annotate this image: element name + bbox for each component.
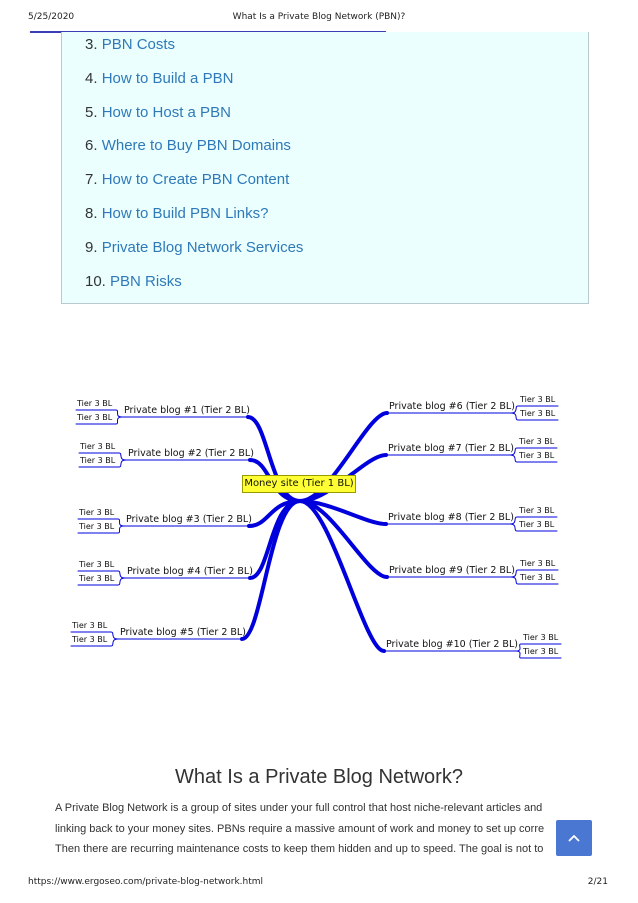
tier3-label: Tier 3 BL (519, 437, 555, 446)
toc-item (85, 239, 303, 273)
section-heading: What Is a Private Blog Network? (175, 766, 463, 788)
tier3-label: Tier 3 BL (520, 573, 556, 582)
toc-link-services[interactable]: Private Blog Network Services (101, 238, 304, 256)
private-blog-label: Private blog #10 (Tier 2 BL) (386, 639, 518, 650)
toc-item (85, 104, 303, 138)
toc-number: 6. (85, 137, 98, 155)
toc-item (85, 137, 303, 171)
private-blog-label: Private blog #8 (Tier 2 BL) (388, 512, 514, 523)
toc-link-build-links[interactable]: How to Build PBN Links? (101, 204, 269, 222)
private-blog-label: Private blog #3 (Tier 2 BL) (126, 514, 252, 525)
toc-item (85, 273, 303, 307)
toc-item (85, 205, 303, 239)
private-blog-label: Private blog #6 (Tier 2 BL) (389, 401, 515, 412)
toc-link-create-content[interactable]: How to Create PBN Content (101, 171, 290, 189)
tier3-label: Tier 3 BL (72, 635, 108, 644)
tier3-label: Tier 3 BL (80, 442, 116, 451)
print-footer (0, 877, 638, 891)
toc-number: 3. (85, 36, 98, 53)
tier3-label: Tier 3 BL (519, 451, 555, 460)
toc-number: 9. (85, 238, 98, 256)
page-url: https://www.ergoseo.com/private-blog-network.html (28, 877, 264, 887)
tier3-label: Tier 3 BL (79, 522, 115, 531)
toc-number: 4. (85, 69, 98, 87)
tier3-label: Tier 3 BL (79, 560, 115, 569)
toc-link-pbn-costs[interactable]: PBN Costs (101, 36, 176, 53)
toc-link-risks[interactable]: PBN Risks (110, 272, 182, 290)
tier3-label: Tier 3 BL (523, 633, 559, 642)
private-blog-label: Private blog #4 (Tier 2 BL) (127, 566, 253, 577)
tier3-label: Tier 3 BL (520, 409, 556, 418)
toc-link-buy-domains[interactable]: Where to Buy PBN Domains (101, 137, 291, 155)
tier3-label: Tier 3 BL (519, 520, 555, 529)
tier3-label: Tier 3 BL (519, 506, 555, 515)
paragraph-line: linking back to your money sites. PBNs require a massive amount of work and money to set up corre (55, 822, 545, 835)
paragraph-line: A Private Blog Network is a group of sites under your full control that host niche-relevant articles and (55, 802, 543, 814)
print-title: What Is a Private Blog Network (PBN)? (232, 12, 406, 22)
branch-line (300, 501, 384, 651)
toc-item (85, 36, 303, 70)
private-blog-label: Private blog #2 (Tier 2 BL) (128, 448, 254, 459)
toc-item (85, 171, 303, 205)
toc-number: 8. (85, 204, 98, 222)
toc-number: 10. (85, 272, 106, 290)
tier3-label: Tier 3 BL (520, 559, 556, 568)
money-site-node: Money site (Tier 1 BL) (242, 475, 356, 493)
tier3-label: Tier 3 BL (523, 647, 559, 656)
print-header (0, 12, 638, 26)
toc-item (85, 70, 303, 104)
private-blog-label: Private blog #1 (Tier 2 BL) (124, 405, 250, 416)
toc-list (85, 36, 303, 306)
tier3-label: Tier 3 BL (79, 508, 115, 517)
toc-link-build-pbn[interactable]: How to Build a PBN (101, 69, 234, 87)
tier3-label: Tier 3 BL (77, 413, 113, 422)
tier3-label: Tier 3 BL (520, 395, 556, 404)
print-date: 5/25/2020 (28, 12, 75, 22)
page-number: 2/21 (587, 877, 608, 887)
tier3-label: Tier 3 BL (80, 456, 116, 465)
tier3-label: Tier 3 BL (77, 399, 113, 408)
paragraph-line: Then there are recurring maintenance costs to keep them hidden and up to speed. The goal is not to (55, 843, 544, 855)
chevron-up-icon (568, 829, 580, 847)
toc-link-host-pbn[interactable]: How to Host a PBN (101, 103, 231, 121)
pbn-mind-map (0, 380, 638, 670)
private-blog-label: Private blog #5 (Tier 2 BL) (120, 627, 246, 638)
tier3-label: Tier 3 BL (79, 574, 115, 583)
table-of-contents (61, 32, 589, 304)
toc-number: 7. (85, 171, 98, 189)
article-paragraph (55, 798, 565, 860)
tier3-label: Tier 3 BL (72, 621, 108, 630)
toc-number: 5. (85, 103, 98, 121)
private-blog-label: Private blog #9 (Tier 2 BL) (389, 565, 515, 576)
private-blog-label: Private blog #7 (Tier 2 BL) (388, 443, 514, 454)
scroll-to-top-button[interactable] (556, 820, 592, 856)
